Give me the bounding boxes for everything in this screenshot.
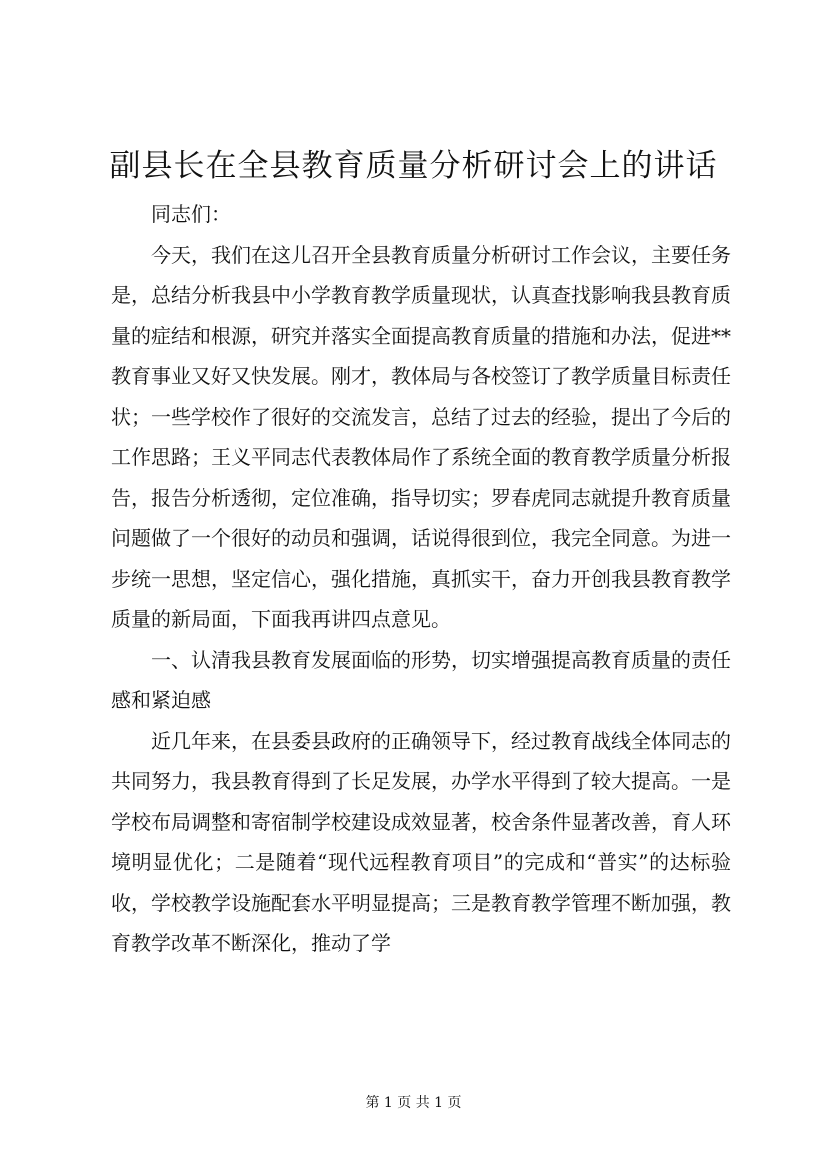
salutation-paragraph: 同志们：	[151, 202, 231, 226]
document-title: 副县长在全县教育质量分析研讨会上的讲话	[109, 148, 718, 184]
page-footer: 第 1 页 共 1 页	[365, 1095, 462, 1111]
section-heading-paragraph: 一、认清我县教育发展面临的形势，切实增强提高教育质量的责任感和紧迫感	[111, 647, 731, 712]
document-body	[111, 194, 731, 964]
opening-paragraph: 今天，我们在这儿召开全县教育质量分析研讨工作会议，主要任务是，总结分析我县中小学教育教学质量现状，认真查找影响我县教育质量的症结和根源，研究并落实全面提高教育质量的措施和办法，促进**教育事业又好又快发展。刚才，教体局与各校签订了教学质量目标责任状；一些学校作了很好的交流发言，总结了过去的经验，提出了今后的工作思路；王义平同志代表教体局作了系统全面的教育教学质量分析报告，报告分析透彻，定位准确，指导切实；罗春虎同志就提升教育质量问题做了一个很好的动员和强调，话说得很到位，我完全同意。为进一步统一思想，坚定信心，强化措施，真抓实干，奋力开创我县教育教学质量的新局面，下面我再讲四点意见。	[111, 242, 731, 631]
body-paragraph: 近几年来，在县委县政府的正确领导下，经过教育战线全体同志的共同努力，我县教育得到了长足发展，办学水平得到了较大提高。一是学校布局调整和寄宿制学校建设成效显著，校舍条件显著改善，育人环境明显优化；二是随着“现代远程教育项目”的完成和“普实”的达标验收，学校教学设施配套水平明显提高；三是教育教学管理不断加强，教育教学改革不断深化，推动了学	[111, 728, 731, 955]
